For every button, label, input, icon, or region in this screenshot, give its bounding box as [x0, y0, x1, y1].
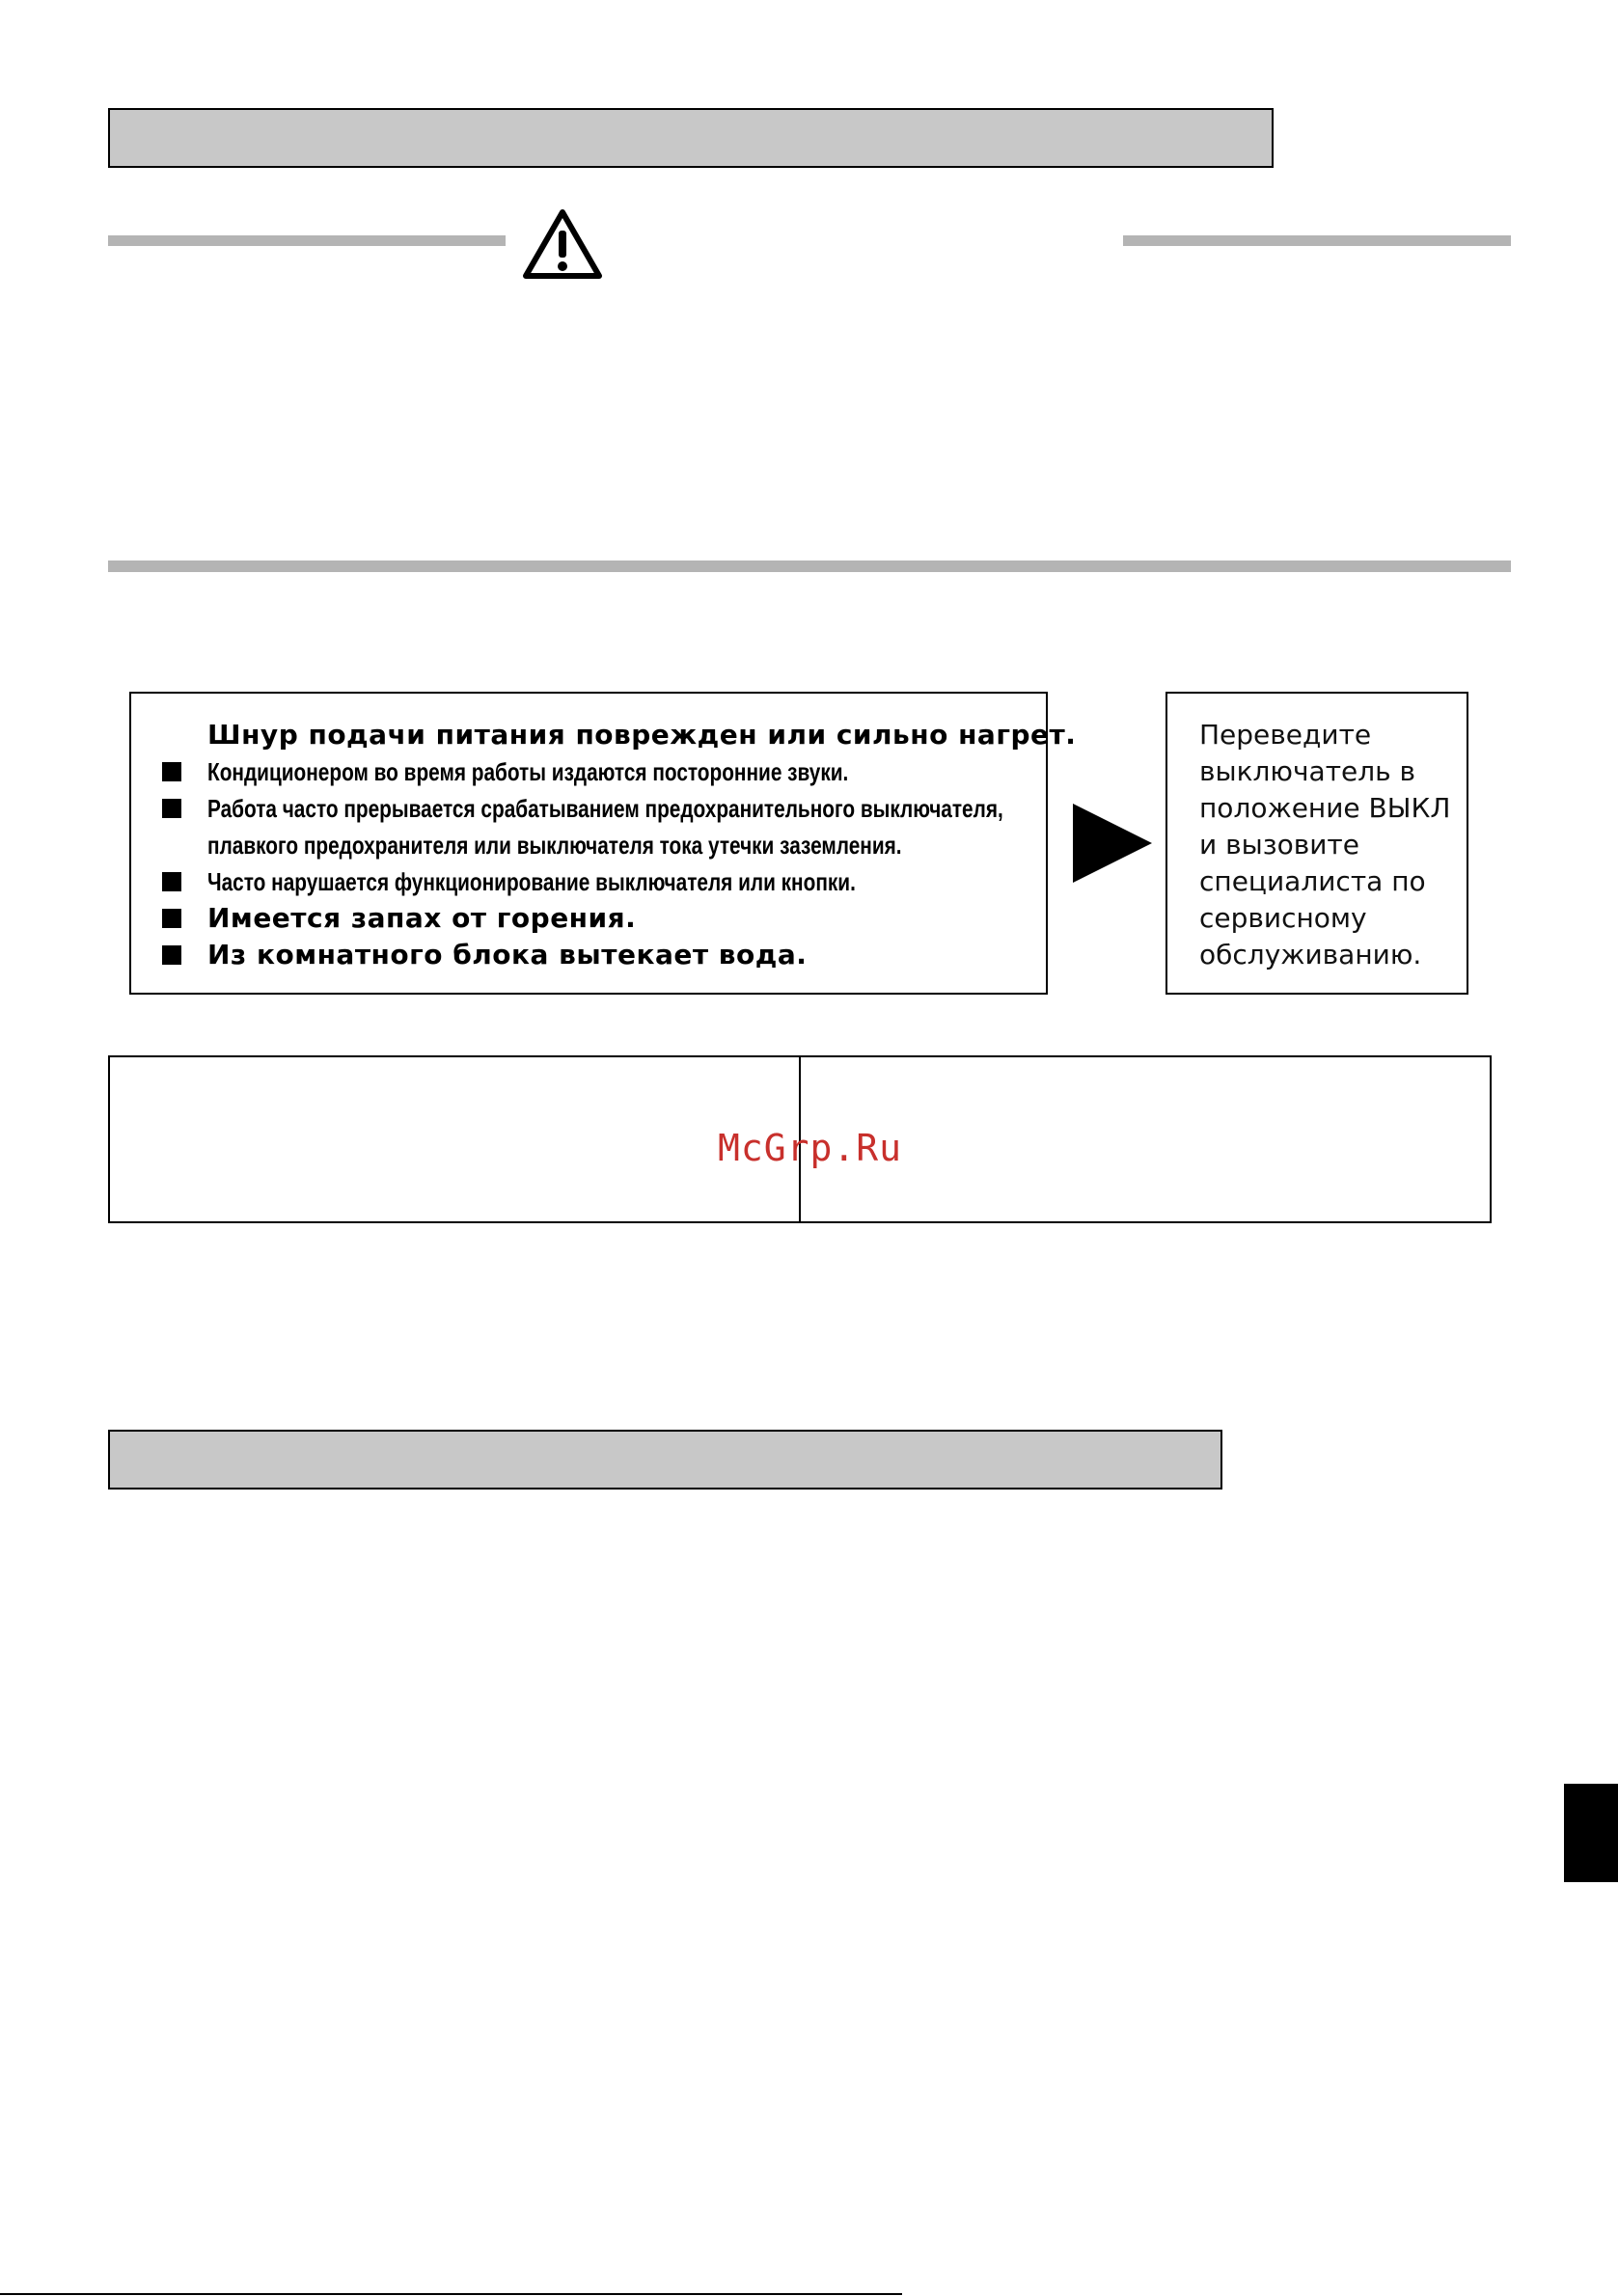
symptom-item: [162, 753, 1027, 790]
section-rule: [108, 560, 1511, 572]
symptom-text: плавкого предохранителя или выключателя тока утечки заземления.: [207, 831, 902, 860]
bullet-square-icon: [162, 762, 181, 781]
symptom-text: Шнур подачи питания поврежден или сильно нагрет.: [207, 719, 1077, 751]
symptom-text: Работа часто прерывается срабатыванием предохранительного выключателя,: [207, 794, 1003, 823]
symptom-text: Из комнатного блока вытекает вода.: [207, 939, 808, 970]
section-header-bar-bottom: [108, 1430, 1222, 1490]
warning-rule-right: [1123, 235, 1511, 246]
bullet-square-icon: [162, 945, 181, 965]
symptom-item: [162, 863, 1027, 900]
warning-triangle-icon: [521, 207, 604, 281]
symptoms-list: [162, 717, 1077, 973]
symptoms-box: [129, 692, 1077, 995]
symptom-item: [162, 937, 1027, 973]
right-arrow-icon: [1073, 804, 1152, 883]
warning-rule-left: [108, 235, 506, 246]
symptom-text: Имеется запах от горения.: [207, 902, 637, 934]
page-tab-marker: [1564, 1784, 1618, 1882]
footer-line: [0, 2293, 902, 2295]
symptom-item: [162, 790, 1027, 827]
bullet-square-icon: [162, 799, 181, 818]
symptom-item: [162, 717, 1077, 753]
action-box: [1166, 692, 1468, 995]
section-header-bar-top: [108, 108, 1274, 168]
bullet-square-icon: [162, 909, 181, 928]
symptom-text: Кондиционером во время работы издаются посторонние звуки.: [207, 757, 849, 786]
watermark-text: McGrp.Ru: [718, 1127, 903, 1169]
bullet-square-icon: [162, 872, 181, 891]
symptom-item: [162, 900, 1027, 937]
action-text: Переведите выключатель в положение ВЫКЛ и вызовите специалиста по сервисному обслуживанию.: [1199, 719, 1451, 970]
symptom-item: [162, 827, 1027, 863]
symptom-text: Часто нарушается функционирование выключателя или кнопки.: [207, 867, 856, 896]
